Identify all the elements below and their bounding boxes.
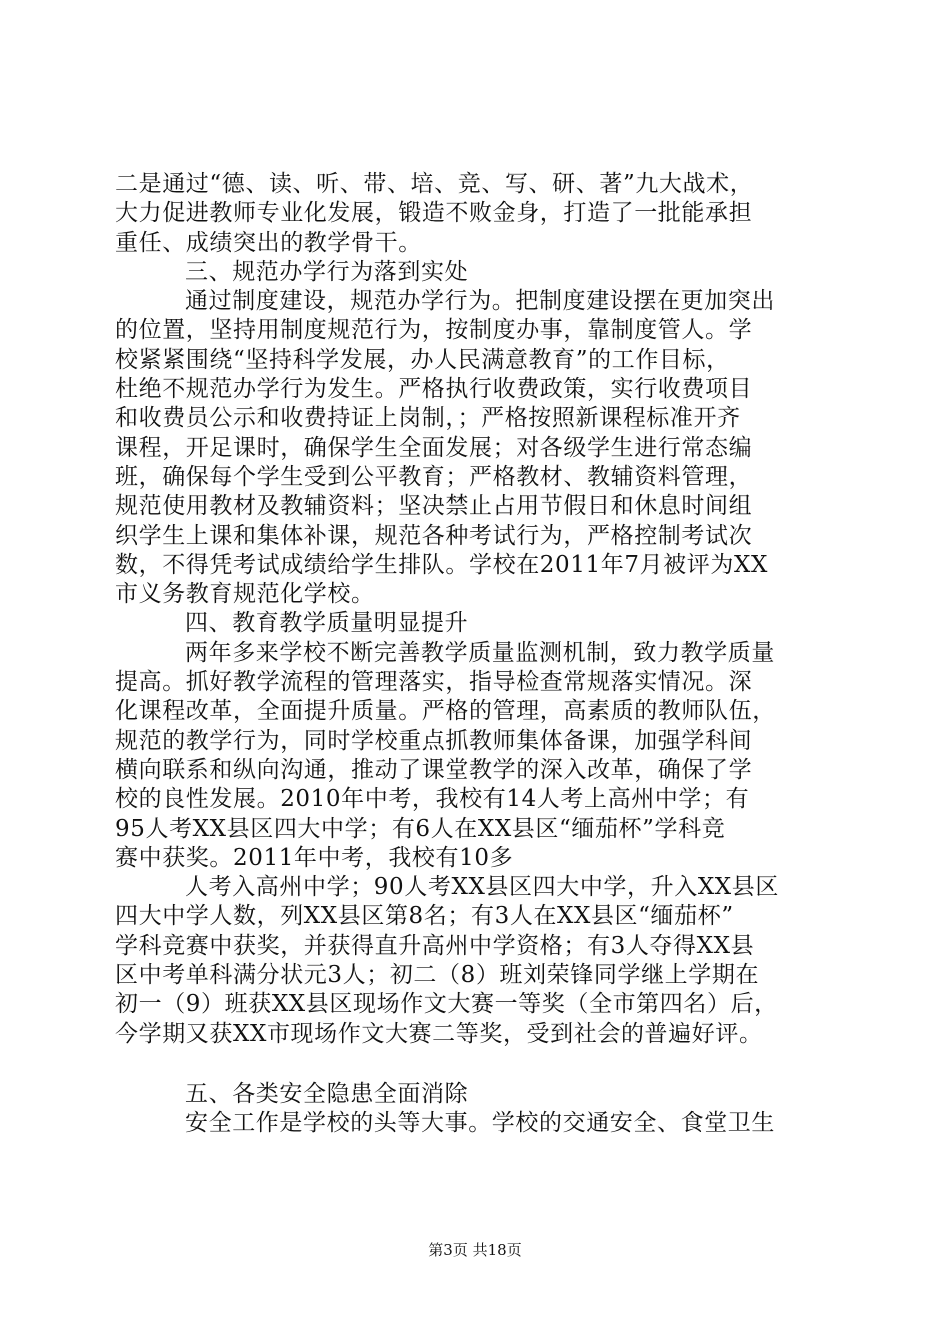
- body-text-line: 区中考单科满分状元3人；初二（8）班刘荣锋同学继上学期在: [115, 962, 760, 989]
- body-text-line: 市义务教育规范化学校。: [115, 581, 375, 608]
- paragraph-first-line: 安全工作是学校的头等大事。学校的交通安全、食堂卫生: [185, 1110, 775, 1137]
- section-heading: 三、规范办学行为落到实处: [185, 258, 469, 285]
- paragraph-first-line: 两年多来学校不断完善教学质量监测机制，致力教学质量: [185, 639, 775, 666]
- body-text-line: 今学期又获XX市现场作文大赛二等奖，受到社会的普遍好评。: [115, 1020, 763, 1047]
- body-text-line: 和收费员公示和收费持证上岗制，；严格按照新课程标准开齐: [115, 405, 741, 432]
- body-text-line: 的位置，坚持用制度规范行为，按制度办事，靠制度管人。学: [115, 317, 753, 344]
- body-text-line: 赛中获奖。2011年中考，我校有10多: [115, 844, 514, 871]
- body-text-line: 95人考XX县区四大中学；有6人在XX县区“缅茄杯”学科竞: [115, 815, 726, 842]
- body-text-line: 规范使用教材及教辅资料；坚决禁止占用节假日和休息时间组: [115, 493, 753, 520]
- body-text-line: 织学生上课和集体补课，规范各种考试行为，严格控制考试次: [115, 522, 753, 549]
- paragraph-first-line: 通过制度建设，规范办学行为。把制度建设摆在更加突出: [185, 288, 775, 315]
- body-text-line: 化课程改革，全面提升质量。严格的管理，高素质的教师队伍，: [115, 698, 776, 725]
- document-body: [115, 170, 835, 1139]
- body-text-line: 校的良性发展。2010年中考，我校有14人考上高州中学；有: [115, 786, 750, 813]
- body-text-line: 初一（9）班获XX县区现场作文大赛一等奖（全市第四名）后，: [115, 991, 778, 1018]
- body-text-line: 重任、成绩突出的教学骨干。: [115, 229, 422, 256]
- paragraph-spacer: [115, 1049, 835, 1080]
- body-text-line: 杜绝不规范办学行为发生。严格执行收费政策，实行收费项目: [115, 376, 753, 403]
- section-heading: 四、教育教学质量明显提升: [185, 610, 469, 637]
- body-text-line: 课程，开足课时，确保学生全面发展；对各级学生进行常态编: [115, 434, 753, 461]
- body-text-line: 数，不得凭考试成绩给学生排队。学校在2011年7月被评为XX: [115, 551, 768, 578]
- paragraph-first-line: 人考入高州中学；90人考XX县区四大中学，升入XX县区: [185, 874, 779, 901]
- body-text-line: 规范的教学行为，同时学校重点抓教师集体备课，加强学科间: [115, 727, 753, 754]
- body-text-line: 横向联系和纵向沟通，推动了课堂教学的深入改革，确保了学: [115, 756, 753, 783]
- body-text-line: 大力促进教师专业化发展，锻造不败金身，打造了一批能承担: [115, 200, 753, 227]
- body-text-line: 提高。抓好教学流程的管理落实，指导检查常规落实情况。深: [115, 669, 753, 696]
- section-heading: 五、各类安全隐患全面消除: [185, 1080, 469, 1107]
- body-text-line: 学科竞赛中获奖，并获得直升高州中学资格；有3人夺得XX县: [115, 932, 755, 959]
- body-text-line: 二是通过“德、读、听、带、培、竞、写、研、著”九大战术，: [115, 171, 754, 197]
- page-number-footer: 第3页 共18页: [428, 1241, 522, 1259]
- body-text-line: 四大中学人数，列XX县区第8名；有3人在XX县区“缅茄杯”: [115, 903, 734, 930]
- body-text-line: 班，确保每个学生受到公平教育；严格教材、教辅资料管理，: [115, 463, 753, 490]
- body-text-line: 校紧紧围绕“坚持科学发展，办人民满意教育”的工作目标，: [115, 346, 730, 373]
